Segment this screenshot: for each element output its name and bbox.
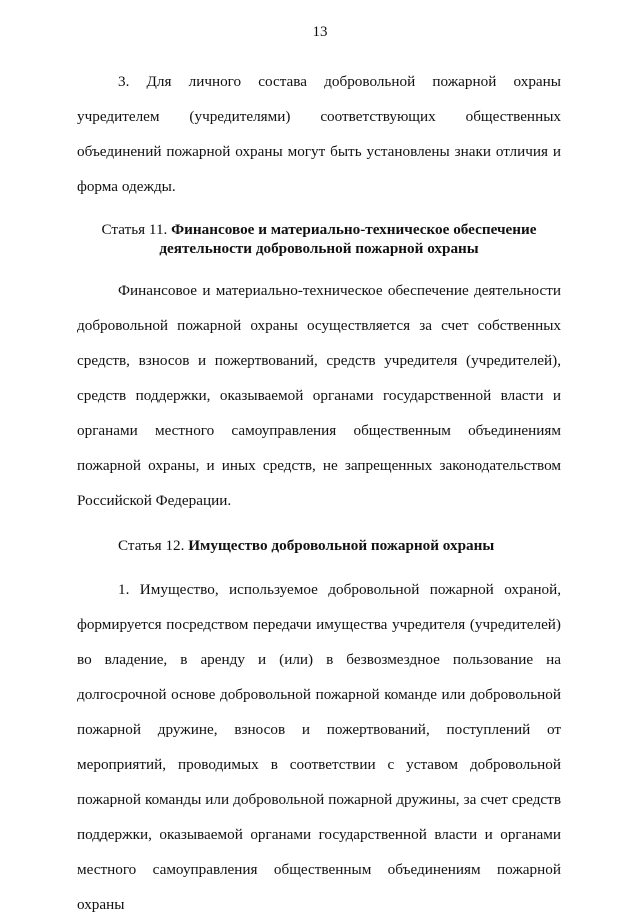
article-11-title-line2: деятельности добровольной пожарной охраны <box>159 240 479 257</box>
article-11-prefix: Статья 11. <box>101 221 168 238</box>
article-11-title-line1: Финансовое и материально-техническое обеспечение <box>171 221 537 238</box>
article-11-heading-line1 <box>77 220 561 239</box>
page-number: 13 <box>312 24 328 40</box>
paragraph-article-12-property: 1. Имущество, используемое добровольной пожарной охраной, формируется посредством передачи имущества учредителя (учредителей) во владение, в аренду и (или) в безвозмездное пользование на долгосрочной основе добровольной пожарной команде или добровольной пожарной дружине, взносов и пожертвований, поступлений от мероприятий, проводимых в соответствии с уставом добровольной пожарной команды или добровольной пожарной дружины, за счет средств поддержки, оказываемой органами государственной власти и органами местного самоуправления общественным объединениям пожарной охраны <box>77 581 561 913</box>
paragraph-insignia-uniform: 3. Для личного состава добровольной пожарной охраны учредителем (учредителями) соответствующих общественных объединений пожарной охраны могут быть установлены знаки отличия и форма одежды. <box>77 73 561 195</box>
article-11-heading <box>77 220 561 258</box>
article-12-heading <box>77 536 561 555</box>
document-body <box>77 64 561 922</box>
article-12-title: Имущество добровольной пожарной охраны <box>188 537 495 554</box>
article-12-prefix: Статья 12. <box>118 537 185 554</box>
paragraph-article-11-financing: Финансовое и материально-техническое обеспечение деятельности добровольной пожарной охраны осуществляется за счет собственных средств, взносов и пожертвований, средств учредителя (учредителей), средств поддержки, оказываемой органами государственной власти и органами местного самоуправления общественным объединениям пожарной охраны, и иных средств, не запрещенных законодательством Российской Федерации. <box>77 282 561 509</box>
